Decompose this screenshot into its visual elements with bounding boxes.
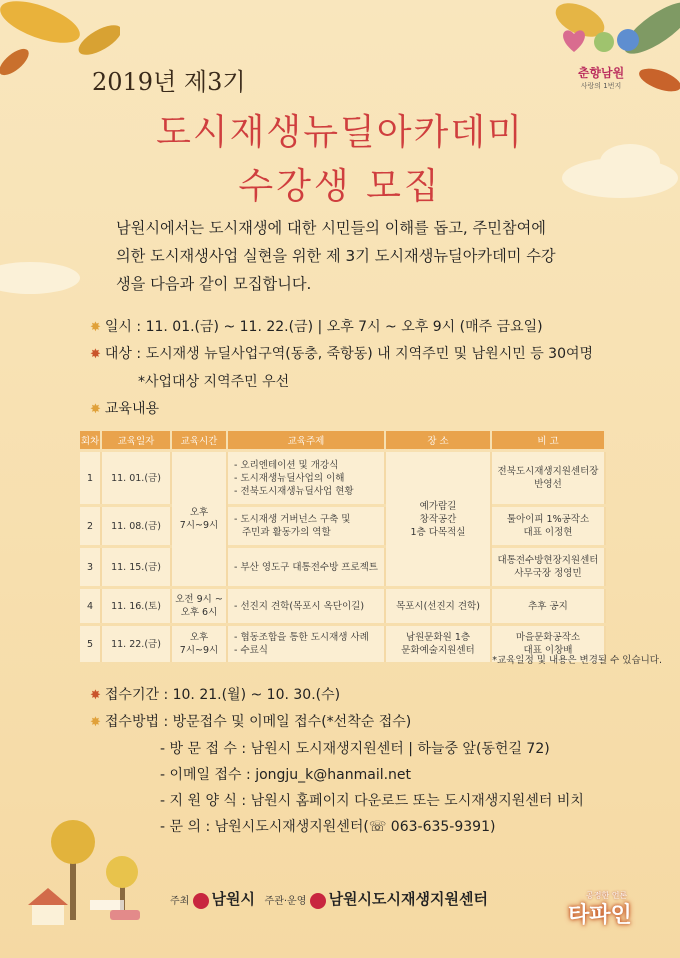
topic-line: - 도시재생 거버넌스 구축 및: [234, 514, 351, 525]
city-brand-logo: [546, 26, 656, 91]
brand-heart-icon: [556, 26, 646, 56]
note-line: 사무국장 정영민: [514, 568, 582, 579]
host-label: 주최: [170, 896, 190, 907]
topic-line: - 수료식: [234, 645, 268, 656]
session-place: [386, 626, 492, 662]
star-bullet-icon: ✸: [90, 347, 101, 362]
organizer-name: 남원시도시재생지원센터: [328, 890, 488, 908]
time-line: 오전 9시 ~: [175, 594, 223, 605]
table-row: [80, 452, 606, 504]
session-date: 11. 08.(금): [102, 507, 172, 545]
place-line: 남원문화원 1층: [405, 632, 471, 643]
session-number: 2: [80, 507, 102, 545]
session-date: 11. 01.(금): [102, 452, 172, 504]
session-note: [492, 507, 606, 545]
place-line: 창작공간: [419, 513, 457, 525]
table-row: [80, 507, 606, 545]
session-number: 4: [80, 589, 102, 623]
session-number: 3: [80, 548, 102, 586]
session-date: 11. 22.(금): [102, 626, 172, 662]
session-date: 11. 15.(금): [102, 548, 172, 586]
brand-name: 춘향남원: [577, 66, 625, 80]
main-title: 도시재생뉴딜아카데미: [156, 112, 524, 153]
host-name: 남원시: [211, 890, 255, 908]
note-line: 마을문화공작소: [515, 632, 581, 643]
place-line: 예가람길: [419, 500, 457, 512]
session-topic: - 부산 영도구 대통전수방 프로젝트: [228, 548, 386, 586]
phone-icon: ☏: [368, 819, 387, 835]
time-line: 오후: [189, 507, 209, 518]
session-note: [492, 548, 606, 586]
note-line: 반영선: [534, 479, 562, 490]
topic-line: - 오리엔테이션 및 개강식: [234, 459, 339, 471]
time-line: 오후: [189, 632, 209, 643]
namwon-logo-icon: [310, 893, 326, 909]
apply-method: [90, 711, 411, 731]
inquiry: [160, 816, 495, 836]
note-line: 전북도시재생지원센터장: [497, 466, 599, 477]
session-topic: [228, 626, 386, 662]
application-form: - 지 원 양 식 : 남원시 홈페이지 다운로드 또는 도시재생지원센터 비치: [160, 793, 584, 809]
shared-place-cell: [386, 452, 492, 586]
watermark-logo: 타파인: [568, 903, 632, 928]
session-date: 11. 16.(토): [102, 589, 172, 623]
schedule-footnote: *교육일정 및 내용은 변경될 수 있습니다.: [492, 655, 662, 666]
table-row: [80, 548, 606, 586]
session-time: [172, 626, 228, 662]
session-number: 5: [80, 626, 102, 662]
topic-line: - 협동조합을 통한 도시재생 사례: [234, 632, 369, 643]
brand-slogan: 사랑의 1번지: [580, 82, 622, 90]
schedule-info: [90, 316, 543, 336]
note-line: 대통전수방현장지원센터: [497, 555, 599, 566]
apply-period-text: 접수기간 : 10. 21.(월) ~ 10. 30.(수): [104, 687, 341, 703]
col-header: 회차: [80, 431, 102, 449]
col-header: 비 고: [492, 431, 606, 449]
table-row: [80, 589, 606, 623]
topic-line: 주민과 활동가의 역할: [242, 527, 331, 538]
intro-paragraph: [116, 214, 586, 298]
note-line: 대표 이창배: [523, 645, 573, 656]
place-line: 1층 다목적실: [410, 526, 466, 538]
apply-method-text: 접수방법 : 방문접수 및 이메일 접수(*선착순 접수): [104, 714, 412, 730]
col-header: 교육시간: [172, 431, 228, 449]
namwon-logo-icon: [193, 893, 209, 909]
schedule-text: 일시 : 11. 01.(금) ~ 11. 22.(금) | 오후 7시 ~ 오후 9시 (매주 금요일): [104, 319, 543, 335]
star-bullet-icon: ✸: [90, 715, 101, 730]
session-place: 목포시(선진지 견학): [386, 589, 492, 623]
inquiry-phone: 063-635-9391): [386, 819, 496, 835]
table-header-row: [80, 431, 606, 449]
target-note: *사업대상 지역주민 우선: [138, 374, 290, 390]
email-apply: - 이메일 접수 : jongju_k@hanmail.net: [160, 767, 412, 783]
star-bullet-icon: ✸: [90, 320, 101, 335]
time-line: 오후 6시: [180, 607, 218, 618]
col-header: 교육일자: [102, 431, 172, 449]
time-line: 7시~9시: [179, 520, 219, 531]
intro-line: 생을 다음과 같이 모집합니다.: [116, 275, 312, 293]
col-header: 장 소: [386, 431, 492, 449]
inquiry-label: - 문 의 : 남원시도시재생지원센터(: [160, 819, 369, 835]
session-note: 추후 공지: [492, 589, 606, 623]
organizer-label: 주관·운영: [264, 896, 307, 907]
topic-line: - 도시재생뉴딜사업의 이해: [234, 472, 345, 484]
topic-line: - 전북도시재생뉴딜사업 현황: [234, 485, 354, 497]
course-content-heading: [90, 398, 159, 418]
course-schedule-table: [80, 428, 606, 665]
time-line: 7시~9시: [179, 645, 219, 656]
shared-time-cell: [172, 452, 228, 586]
session-topic: - 선진지 견학(목포시 옥단이길): [228, 589, 386, 623]
intro-line: 의한 도시재생사업 실현을 위한 제 3기 도시재생뉴딜아카데미 수강: [116, 247, 556, 265]
note-line: 툴아이피 1%공작소: [506, 514, 590, 525]
target-info: [90, 343, 593, 363]
main-subtitle: 수강생 모집: [238, 166, 442, 207]
session-topic: [228, 452, 386, 504]
village-illustration: [10, 820, 160, 940]
apply-period: [90, 684, 340, 704]
star-bullet-icon: ✸: [90, 402, 101, 417]
col-header: 교육주제: [228, 431, 386, 449]
session-topic: [228, 507, 386, 545]
target-text: 대상 : 도시재생 뉴딜사업구역(동충, 죽항동) 내 지역주민 및 남원시민 등 30여명: [104, 346, 594, 362]
session-time: [172, 589, 228, 623]
intro-line: 남원시에서는 도시재생에 대한 시민들의 이해를 돕고, 주민참여에: [116, 219, 546, 237]
note-line: 대표 이정현: [523, 527, 573, 538]
recruit-year: 2019년 제3기: [92, 68, 246, 96]
session-number: 1: [80, 452, 102, 504]
course-label: 교육내용: [104, 401, 160, 417]
visit-apply: - 방 문 접 수 : 남원시 도시재생지원센터 | 하늘중 앞(동헌길 72): [160, 741, 550, 757]
session-note: [492, 452, 606, 504]
watermark-tagline: 공정한 언론: [586, 891, 628, 900]
place-line: 문화예술지원센터: [401, 645, 475, 656]
footer-organizers: [170, 888, 488, 909]
cloud-left-decoration: [0, 250, 90, 300]
star-bullet-icon: ✸: [90, 688, 101, 703]
